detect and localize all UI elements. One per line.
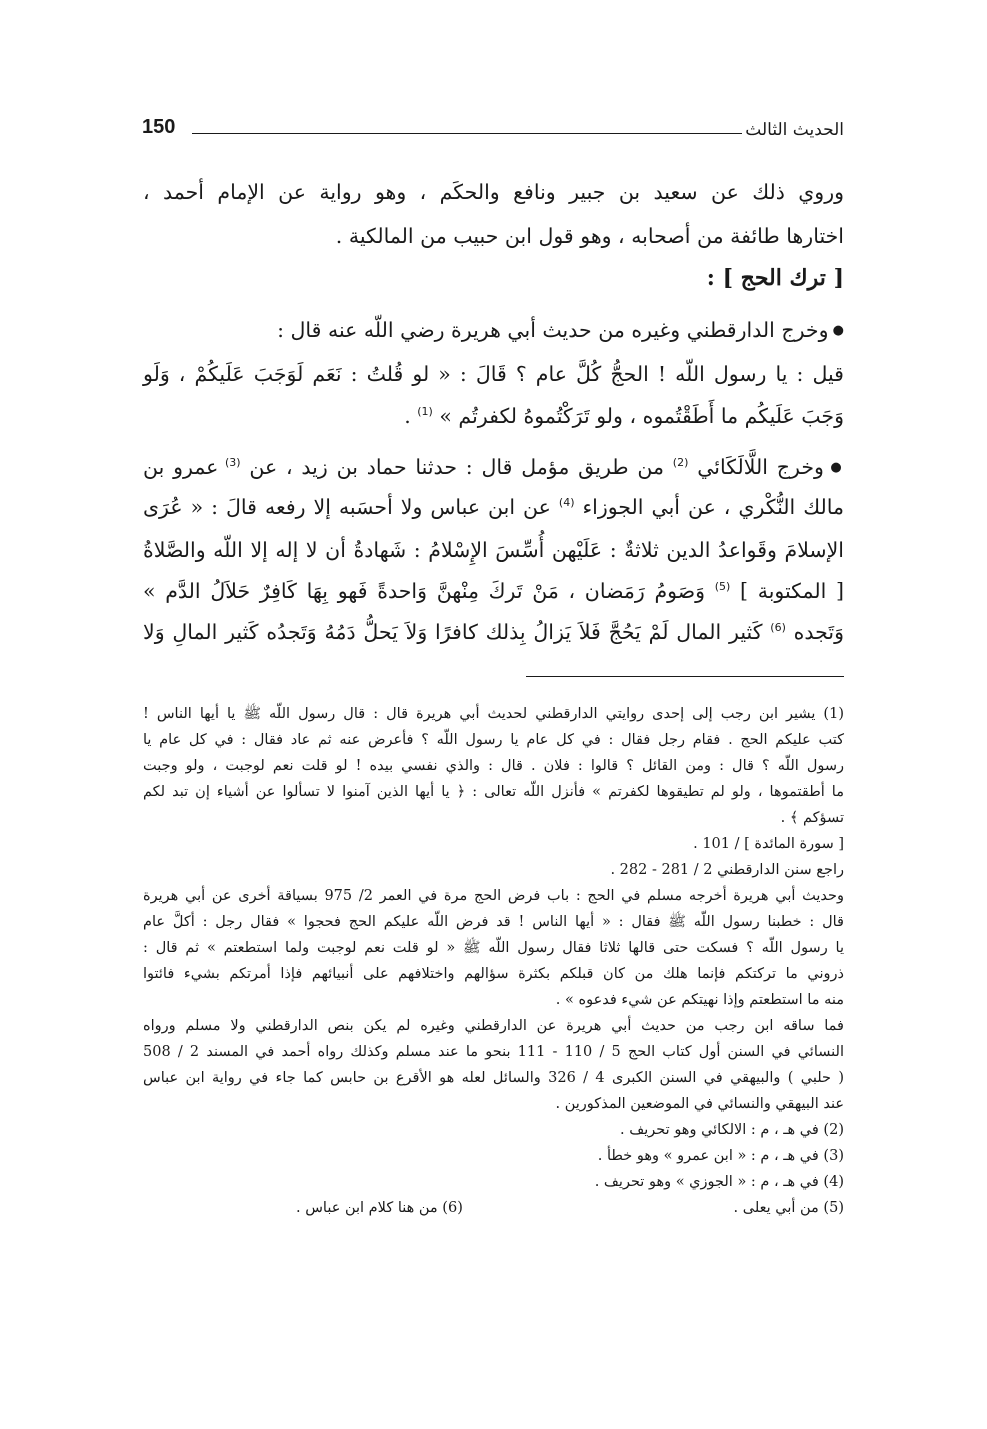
footnote-1-line: (1) يشير ابن رجب إلى إحدى روايتي الدارقطني لحديث أبي هريرة قال : قال رسول اللّه ﷺ يا أيها الناس ! <box>143 706 844 722</box>
footnote-3: (3) في هـ ، م : « ابن عمرو » وهو خطأ . <box>597 1148 844 1164</box>
footnote-5: (5) من أبي يعلى . <box>733 1200 844 1216</box>
para2-line-3-end: . <box>404 404 418 428</box>
header-rule <box>192 133 742 134</box>
body-line-2: اختارها طائفة من أصحابه ، وهو قول ابن حبيب من المالكية . <box>335 224 844 248</box>
para3-line-2-a: مالك النُّكْري ، عن أبي الجوزاء <box>574 495 844 519</box>
para3-line-4-a: [ المكتوبة ] <box>730 579 844 603</box>
para2-line-3 <box>404 406 844 427</box>
para3-line-2-b: عن ابن عباس ولا أحسَبه إلا رفعه قالَ : « عُرَى <box>143 495 559 519</box>
footnote-1-cont-line: ذروني ما تركتكم فإنما هلك من كان قبلكم بكثرة سؤالهم واختلافهم على أنبيائهم فإذا أمرتكم بشيء فائتوا <box>143 966 844 982</box>
para3-line-4 <box>143 581 844 602</box>
para3-line-1-c: عمرو بن <box>143 455 225 479</box>
footnote-ref-2: (2) <box>672 456 689 469</box>
footnote-ref-5: (5) <box>714 580 731 593</box>
para3-line-5-a: وَتَجده <box>785 620 844 644</box>
footnote-1-cont-line: يا رسول اللّه ؟ فسكت حتى قالها ثلاثا فقال رسول اللّه ﷺ « لو قلت نعم لوجبت ولما استطعتم » ثم قال : <box>143 940 844 956</box>
para2-line-2: قيل : يا رسول اللّه ! الحجُّ كُلَّ عام ؟ قَالَ : « لو قُلتُ : نَعَم لَوَجَبَ عَلَيكُمْ ، وَلَو <box>143 362 844 386</box>
footnote-1-line: رسول اللّه ؟ قال : ومن القائل ؟ قالوا : فلان . قال : والذي نفسي بيده ! لو قلت نعم لوجبت ، ولو وجبت <box>143 758 844 774</box>
footnote-1-line: ما أطقتموها ، ولو لم تطيقوها لكفرتم » فأنزل اللّه تعالى : ﴿ يا أيها الذين آمنوا لا تسألوا عن أشياء إن تبد لكم <box>143 784 844 800</box>
para2-line-3-text: وَجَبَ عَلَيكُم ما أَطَقْتُموه ، ولو تَرَكْتُموهُ لكفرتُم » <box>439 404 844 428</box>
footnote-1-line: تسؤكم ﴾ . <box>780 810 844 826</box>
footnote-1-cont-line: راجع سنن الدارقطني 2 / 281 - 282 . <box>610 862 844 878</box>
para2-line-1-text: وخرج الدارقطني وغيره من حديث أبي هريرة رضي اللّه عنه قال : <box>277 318 829 342</box>
footnote-1-cont-line: [ سورة المائدة ] / 101 . <box>693 836 844 852</box>
footnote-2: (2) في هـ ، م : الالكائي وهو تحريف . <box>620 1122 844 1138</box>
footnote-1-cont-line: عند البيهقي والنسائي في الموضعين المذكورين . <box>555 1096 844 1112</box>
para3-line-1-b: من طريق مؤمل قال : حدثنا حماد بن زيد ، عن <box>240 455 673 479</box>
footnote-ref-3: (3) <box>224 456 241 469</box>
footnote-6: (6) من هنا كلام ابن عباس . <box>296 1200 463 1216</box>
para3-line-1 <box>143 457 844 478</box>
para3-line-4-b: وَصَومُ رَمَضان ، مَنْ تَركَ مِنْهنَّ وَاحدةً فَهو بِهَا كَافِرٌ حَلاَلُ الدَّم » <box>143 579 715 603</box>
body-line-1: وروي ذلك عن سعيد بن جبير ونافع والحكَم ، وهو رواية عن الإمام أحمد ، <box>143 180 844 204</box>
para3-line-1-a: وخرج اللَّالَكَائي <box>688 455 824 479</box>
footnote-4: (4) في هـ ، م : « الجوزي » وهو تحريف . <box>594 1174 844 1190</box>
footnote-1-cont-line: فما ساقه ابن رجب من حديث أبي هريرة عن الدارقطني وغيره لم يكن بنص الدارقطني ولا مسلم ورواه <box>143 1018 844 1034</box>
footnote-ref-6: (6) <box>770 621 786 634</box>
footnote-1-cont-line: منه ما استطعتم وإذا نهيتكم عن شيء فدعوه » . <box>555 992 844 1008</box>
footnote-1-cont-line: قال : خطبنا رسول اللّه ﷺ فقال : « أيها الناس ! قد فرض اللّه عليكم الحج فحجوا » فقال رجل : أكلَّ عام <box>143 914 844 930</box>
footnote-ref-4: (4) <box>558 496 575 509</box>
footnote-separator <box>526 676 844 677</box>
footnote-1-cont-line: ( حلبي ) والبيهقي في السنن الكبرى 4 / 326 والسائل لعله هو الأقرع بن حابس كما جاء في رواية ابن عباس <box>143 1070 844 1086</box>
footnote-ref-1: (1) <box>417 405 433 418</box>
para3-line-3: الإسلامَ وقَواعدُ الدين ثلاثةٌ : عَلَيْهن أُسِّسَ الإِسْلامُ : شَهادةُ أن لا إله إلا اللّه والصَّلاةُ <box>143 538 844 562</box>
footnote-1-cont-line: وحديث أبي هريرة أخرجه مسلم في الحج : باب فرض الحج مرة في العمر 2/ 975 بسياقة أخرى عن أبي هريرة <box>143 888 844 904</box>
para3-line-5 <box>143 622 844 643</box>
page-number: 150 <box>142 116 176 138</box>
para3-line-5-b: كَثير المال لَمْ يَحُجَّ فَلاَ يَزالُ بِذلك كافرًا وَلاَ يَحلُّ دَمُهُ وَتَجدُه كَثير المالِ وَلا <box>143 620 771 644</box>
section-heading: [ ترك الحج ] : <box>706 265 844 291</box>
footnote-1-cont-line: النسائي في السنن أول كتاب الحج 5 / 110 - 111 بنحو ما عند مسلم وكذلك رواه أحمد في المسند 2 / 508 <box>143 1044 844 1060</box>
para3-line-2 <box>143 497 844 518</box>
chapter-title: الحديث الثالث <box>745 120 844 140</box>
footnote-1-line: كتب عليكم الحج . فقام رجل فقال : في كل عام يا رسول اللّه ؟ فأعرض عنه ثم عاد فقال : في كل عام يا <box>143 732 844 748</box>
para2-line-1 <box>277 320 844 341</box>
